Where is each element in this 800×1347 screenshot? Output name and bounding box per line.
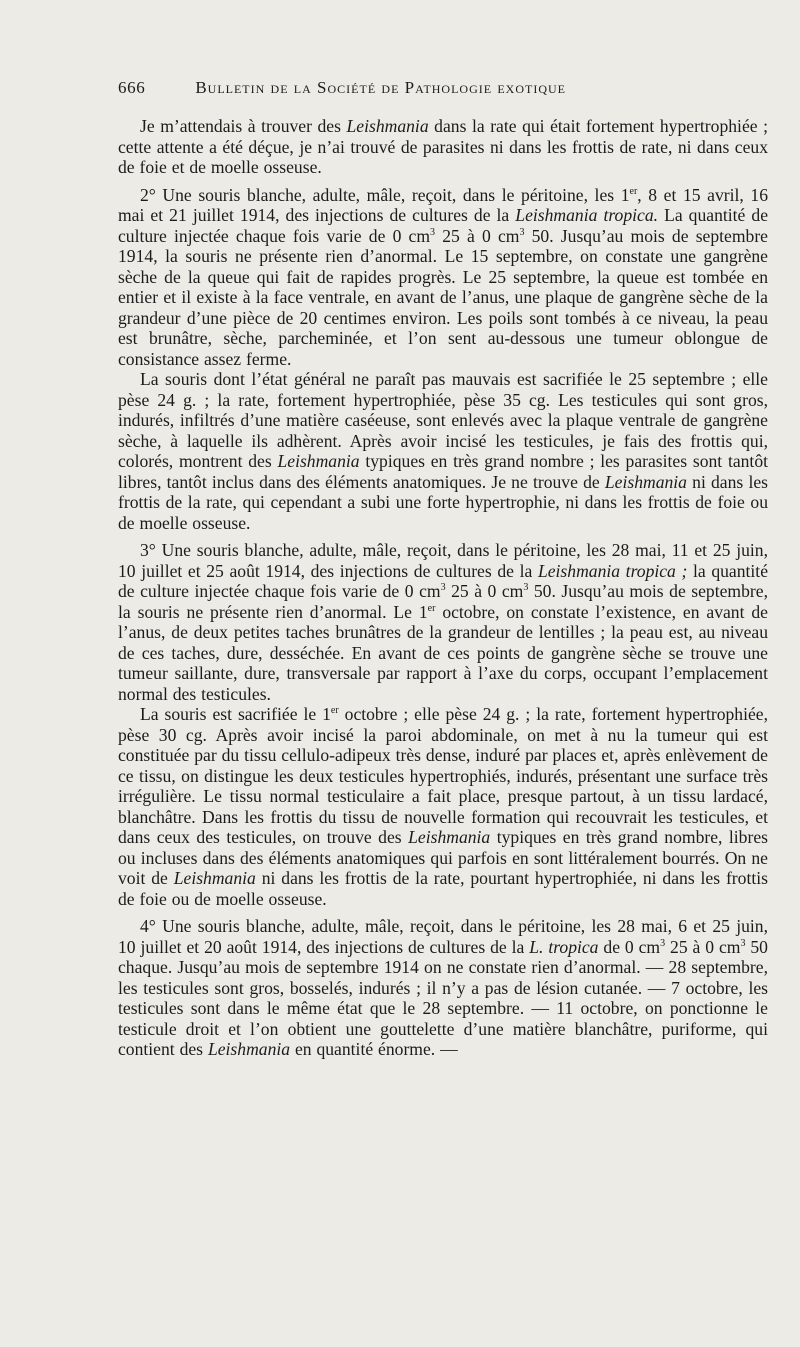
text-run: ni dans les frottis de la rate, pourtant hypertrophiée, ni dans les frottis de foie ou de moelle osseuse. [118,868,768,909]
text-run: octobre, on constate l’existence, en avant de l’anus, de deux petites taches brunâtres de la grandeur de lentilles ; la peau est, au niveau de ces taches, dure, desséchée. En avant de ces points de gangrène sèche se trouve une tumeur saillante, dure, transversale par rapport à l’axe du corps, occupant l’emplacement normal des testicules. [118,601,768,704]
italic-term: Leishmania [604,471,687,492]
superscript: 3 [430,226,436,238]
text-run: 25 à 0 cm [445,581,524,601]
paragraph-p1 [118,116,768,178]
paragraph-p4 [118,540,768,704]
paragraph-p6 [118,916,768,1060]
text-run: 50. Jusqu’au mois de septembre, la souris ne présente rien d’anormal. Le 1 [118,581,768,622]
superscript: er [330,705,339,717]
article-body [118,116,768,1060]
text-run: 3° Une souris blanche, adulte, mâle, reçoit, dans le péritoine, les 28 mai, 11 et 25 juin, 10 juillet et 25 août 1914, des injections de cultures de la [118,540,768,581]
superscript: 3 [660,937,666,949]
text-run: 50 chaque. Jusqu’au mois de septembre 1914 on ne constate rien d’anormal. — 28 septembre, les testicules sont gros, bosselés, indurés ; il n’y a pas de lésion cutanée. — 7 octobre, les testicules sont dans le même état que le 28 septembre. — 11 octobre, on ponctionne le testicule droit et l’on obtient une gouttelette d’une matière blanchâtre, puriforme, qui contient des [118,936,768,1059]
text-run: La souris dont l’état général ne paraît pas mauvais est sacrifiée le 25 septembre ; elle pèse 24 g. ; la rate, fortement hypertrophiée, pèse 35 cg. Les testicules qui sont gros, indurés, infiltrés d’une matière caséeuse, sont enlevés avec la plaque ventrale de gangrène sèche, à laquelle ils adhèrent. Après avoir incisé les testicules, je fais des frottis qui, colorés, montrent des [118,369,768,471]
superscript: 3 [740,937,746,949]
paragraph-p3 [118,369,768,533]
italic-term: Leishmania [346,116,429,136]
superscript: 3 [523,582,529,594]
text-run: ni dans les frottis de la rate, qui cependant a subi une forte hypertrophie, ni dans les frottis de foie ou de moelle osseuse. [118,471,768,533]
paragraph-p2 [118,185,768,370]
superscript: 3 [519,226,525,238]
superscript: 3 [440,582,446,594]
page-number: 666 [118,78,146,97]
italic-term: Leishmania [408,827,491,847]
text-run: la quantité de culture injectée chaque fois varie de 0 cm [118,560,769,601]
italic-term: Leishmania [207,1039,291,1059]
text-run: de 0 cm [598,936,661,957]
italic-term: Leishmania tropica. [515,205,659,225]
text-run: octobre ; elle pèse 24 g. ; la rate, fortement hypertrophiée, pèse 30 cg. Après avoir incisé la paroi abdominale, on met à nu la tumeur qui est constituée par du tissu cellulo-adipeux très dense, induré par places et, après enlèvement de ce tissu, on distingue les deux testicules hypertrophiés, indurés, présentant une surface très irrégulière. Le tissu normal testiculaire a fait place, presque partout, à un tissu lardacé, blanchâtre. Dans les frottis du tissu de nouvelle formation qui recouvrait les testicules, et dans ceux des testicules, on trouve des [118,704,768,847]
italic-term: Leishmania tropica ; [537,560,688,581]
text-run: 4° Une souris blanche, adulte, mâle, reçoit, dans le péritoine, les 28 mai, 6 et 25 juin, 10 juillet et 20 août 1914, des injections de cultures de la [118,916,768,957]
text-run: typiques en très grand nombre, libres ou incluses dans des éléments anatomiques qui parfois en sont littéralement bourrés. On ne voit de [118,827,768,888]
journal-title: Bulletin de la Société de Pathologie exotique [195,78,566,97]
paragraph-p5 [118,704,768,909]
text-run: La quantité de culture injectée chaque fois varie de 0 cm [118,205,769,246]
text-run: , 8 et 15 avril, 16 mai et 21 juillet 1914, des injections de cultures de la [118,184,768,225]
text-run: 50. Jusqu’au mois de septembre 1914, la souris ne présente rien d’anormal. Le 15 septembre, on constate une gangrène sèche de la queue qui fait de rapides progrès. Le 25 septembre, la queue est tombée en entier et il existe à la face ventrale, en avant de l’anus, une plaque de gangrène sèche de la grandeur d’une pièce de 20 centimes environ. Les poils sont tombés à ce niveau, la peau est brunâtre, sèche, parcheminée, et l’on sent au-dessous une tumeur oblongue de consistance assez ferme. [118,225,768,369]
text-run: en quantité énorme. — [290,1039,458,1059]
superscript: er [629,185,638,197]
italic-term: L. tropica [529,936,599,957]
italic-term: Leishmania [277,451,360,471]
text-run: La souris est sacrifiée le 1 [140,704,331,724]
running-head [118,78,768,108]
superscript: er [427,602,436,614]
text-run: 2° Une souris blanche, adulte, mâle, reçoit, dans le péritoine, les 1 [140,184,630,205]
italic-term: Leishmania [173,868,256,888]
text-run: Je m’attendais à trouver des [140,116,347,136]
text-run: 25 à 0 cm [665,936,741,957]
text-run: dans la rate qui était fortement hypertrophiée ; cette attente a été déçue, je n’ai trouvé de parasites ni dans les frottis de rate, ni dans ceux de foie et de moelle osseuse. [118,116,768,177]
text-run: 25 à 0 cm [435,225,520,246]
text-run: typiques en très grand nombre ; les parasites sont tantôt libres, tantôt inclus dans des éléments anatomiques. Je ne trouve de [118,451,769,492]
